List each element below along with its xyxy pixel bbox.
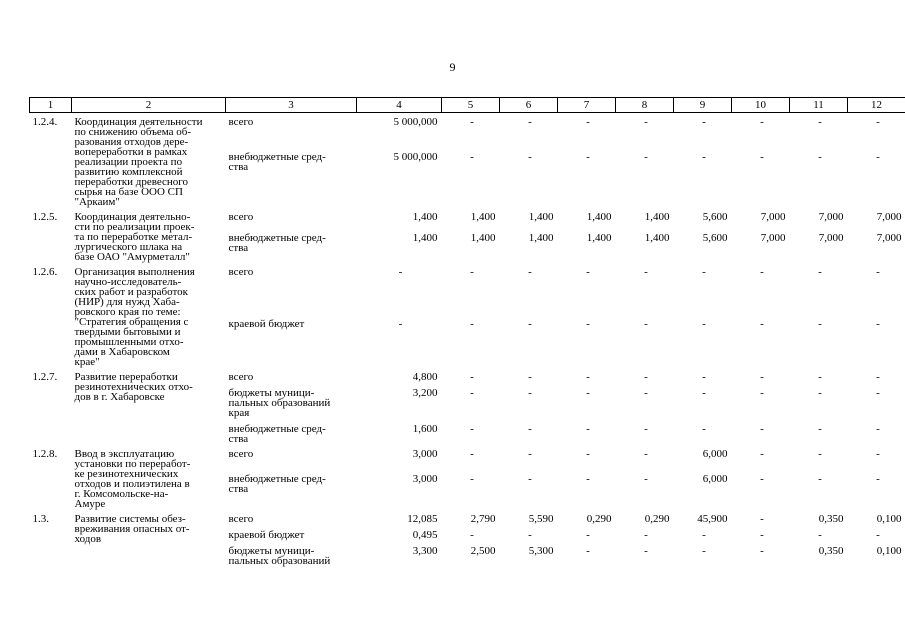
value-cell: - (398, 317, 403, 330)
value-cell: - (528, 151, 532, 164)
value-cell: - (470, 266, 474, 278)
header-row (30, 98, 905, 113)
value-cell: - (586, 317, 590, 330)
value-cell: - (470, 151, 474, 164)
value-cell: 0,100 (876, 545, 902, 557)
value-cell: 3,000 (412, 472, 438, 485)
funding-source: краевой бюджет (228, 529, 305, 541)
value-cell: - (876, 116, 880, 128)
column-header: 5 (442, 98, 500, 113)
value-cell: 1,400 (644, 232, 670, 245)
value-cell: - (876, 317, 880, 330)
value-cell: - (586, 151, 590, 164)
value-cell: - (644, 545, 648, 557)
value-cell: 5,600 (702, 211, 728, 223)
funding-source: бюджеты муници- пальных образований (228, 545, 331, 567)
value-cell: 1,400 (586, 211, 612, 223)
value-cell: 0,495 (412, 529, 438, 541)
column-header: 8 (616, 98, 674, 113)
value-cell: - (470, 387, 474, 399)
value-cell: - (586, 545, 590, 557)
item-number: 1.3. (32, 513, 49, 525)
column-header: 7 (558, 98, 616, 113)
table-row (30, 509, 905, 524)
item-name: Развитие переработки резинотехнических отхо- дов в г. Хабаровске (74, 371, 193, 403)
value-cell: - (644, 266, 648, 278)
column-header: 10 (732, 98, 790, 113)
value-cell: - (818, 371, 822, 383)
table-row (30, 113, 905, 147)
value-cell: - (644, 317, 648, 330)
item-number: 1.2.5. (32, 211, 58, 223)
item-number: 1.2.8. (32, 448, 58, 460)
table-row (30, 207, 905, 227)
value-cell: - (760, 472, 764, 485)
value-cell: - (818, 266, 822, 278)
value-cell: 1,400 (528, 232, 554, 245)
value-cell: - (644, 371, 648, 383)
value-cell: 12,085 (407, 513, 438, 525)
value-cell: - (470, 317, 474, 330)
value-cell: - (818, 317, 822, 330)
column-header: 1 (30, 98, 72, 113)
value-cell: - (818, 151, 822, 164)
value-cell: - (528, 317, 532, 330)
value-cell: 3,000 (412, 448, 438, 460)
value-cell: - (760, 545, 764, 557)
value-cell: - (586, 529, 590, 541)
value-cell: - (702, 116, 706, 128)
value-cell: - (644, 387, 648, 399)
value-cell: 5,590 (528, 513, 554, 525)
value-cell: 6,000 (702, 472, 728, 485)
value-cell: 3,200 (412, 387, 438, 399)
value-cell: 5 000,000 (393, 116, 438, 128)
item-name: Развитие системы обез- вреживания опасных от- ходов (74, 513, 190, 545)
value-cell: 7,000 (818, 211, 844, 223)
table-row (30, 367, 905, 382)
value-cell: - (876, 371, 880, 383)
value-cell: - (876, 423, 880, 435)
value-cell: 5,300 (528, 545, 554, 557)
value-cell: - (528, 387, 532, 399)
value-cell: - (818, 529, 822, 541)
item-number: 1.2.6. (32, 266, 58, 278)
funding-source: внебюджетные сред- ства (228, 232, 326, 255)
value-cell: - (470, 448, 474, 460)
value-cell: - (876, 151, 880, 164)
value-cell: - (818, 423, 822, 435)
value-cell: - (644, 423, 648, 435)
table-row (30, 444, 905, 468)
value-cell: 2,500 (470, 545, 496, 557)
value-cell: 3,300 (412, 545, 438, 557)
column-header: 6 (500, 98, 558, 113)
value-cell: - (586, 371, 590, 383)
value-cell: - (586, 472, 590, 485)
value-cell: - (760, 448, 764, 460)
value-cell: 1,400 (528, 211, 554, 223)
value-cell: 5,600 (702, 232, 728, 245)
value-cell: - (702, 387, 706, 399)
value-cell: - (760, 266, 764, 278)
value-cell: - (644, 448, 648, 460)
value-cell: - (644, 151, 648, 164)
value-cell: - (818, 387, 822, 399)
value-cell: - (586, 387, 590, 399)
value-cell: - (760, 387, 764, 399)
value-cell: - (528, 448, 532, 460)
item-name: Организация выполнения научно-исследователь- ских работ и разработок (НИР) для нужд Хаба- ровского края по теме: "Стратегия обращения с твердыми бытовыми и промышленными отхо- дами в Хабаровском крае" (74, 266, 195, 368)
table-row (30, 262, 905, 313)
value-cell: - (528, 266, 532, 278)
value-cell: 2,790 (470, 513, 496, 525)
value-cell: - (876, 387, 880, 399)
funding-source: внебюджетные сред- ства (228, 472, 326, 495)
value-cell: - (528, 423, 532, 435)
item-name: Ввод в эксплуатацию установки по переработ- ке резинотехнических отходов и полиэтилена в г. Комсомольске-на- Амуре (74, 448, 191, 510)
funding-source: всего (228, 116, 254, 128)
item-number: 1.2.4. (32, 116, 58, 128)
value-cell: - (760, 116, 764, 128)
funding-source: всего (228, 211, 254, 223)
funding-source: всего (228, 371, 254, 383)
column-header: 9 (674, 98, 732, 113)
value-cell: 1,400 (470, 211, 496, 223)
value-cell: 7,000 (876, 211, 902, 223)
value-cell: - (644, 529, 648, 541)
funding-source: всего (228, 513, 254, 525)
item-name: Координация деятельно- сти по реализации проек- та по переработке метал- лургического шлака на базе ОАО "Амурметалл" (74, 211, 195, 263)
funding-source: внебюджетные сред- ства (228, 423, 326, 445)
value-cell: 0,350 (818, 545, 844, 557)
value-cell: 0,290 (586, 513, 612, 525)
column-header: 3 (226, 98, 357, 113)
value-cell: - (528, 529, 532, 541)
value-cell: - (702, 151, 706, 164)
value-cell: 1,400 (470, 232, 496, 245)
value-cell: - (876, 448, 880, 460)
value-cell: 0,350 (818, 513, 844, 525)
value-cell: - (702, 371, 706, 383)
value-cell: - (586, 266, 590, 278)
value-cell: - (470, 371, 474, 383)
value-cell: - (876, 472, 880, 485)
value-cell: - (760, 513, 764, 525)
value-cell: 1,400 (412, 211, 438, 223)
value-cell: 0,290 (644, 513, 670, 525)
funding-source: всего (228, 266, 254, 278)
value-cell: 1,600 (412, 423, 438, 435)
value-cell: - (818, 448, 822, 460)
item-name: Координация деятельности по снижению объема об- разования отходов дере- вопереработки в рамках реализации проекта по развитию комплексной переработки древесного сырья на базе ООО СП "Аркаим" (74, 116, 203, 208)
value-cell: - (644, 116, 648, 128)
value-cell: 7,000 (760, 211, 786, 223)
value-cell: - (702, 545, 706, 557)
value-cell: 1,400 (412, 232, 438, 245)
value-cell: 6,000 (702, 448, 728, 460)
value-cell: - (702, 317, 706, 330)
value-cell: - (876, 529, 880, 541)
value-cell: - (470, 423, 474, 435)
column-header: 2 (72, 98, 226, 113)
value-cell: - (586, 448, 590, 460)
value-cell: 5 000,000 (393, 151, 438, 164)
value-cell: - (760, 317, 764, 330)
value-cell: - (586, 423, 590, 435)
value-cell: - (760, 151, 764, 164)
value-cell: - (818, 472, 822, 485)
funding-source: краевой бюджет (228, 317, 305, 330)
budget-table (29, 97, 905, 566)
column-header: 11 (790, 98, 848, 113)
value-cell: - (644, 472, 648, 485)
value-cell: 1,400 (644, 211, 670, 223)
value-cell: 1,400 (586, 232, 612, 245)
value-cell: - (470, 529, 474, 541)
value-cell: - (528, 472, 532, 485)
value-cell: - (702, 529, 706, 541)
value-cell: - (398, 266, 403, 278)
value-cell: - (702, 266, 706, 278)
value-cell: 4,800 (412, 371, 438, 383)
value-cell: - (470, 472, 474, 485)
column-header: 12 (848, 98, 905, 113)
value-cell: 7,000 (876, 232, 902, 245)
item-number: 1.2.7. (32, 371, 58, 383)
value-cell: 0,100 (876, 513, 902, 525)
value-cell: - (760, 371, 764, 383)
page-number: 9 (449, 60, 456, 74)
value-cell: - (702, 423, 706, 435)
value-cell: 7,000 (818, 232, 844, 245)
value-cell: 45,900 (697, 513, 728, 525)
value-cell: - (528, 371, 532, 383)
value-cell: - (876, 266, 880, 278)
value-cell: 7,000 (760, 232, 786, 245)
funding-source: внебюджетные сред- ства (228, 151, 326, 174)
column-header: 4 (357, 98, 442, 113)
value-cell: - (586, 116, 590, 128)
funding-source: всего (228, 448, 254, 460)
value-cell: - (760, 529, 764, 541)
value-cell: - (818, 116, 822, 128)
value-cell: - (470, 116, 474, 128)
value-cell: - (760, 423, 764, 435)
value-cell: - (528, 116, 532, 128)
funding-source: бюджеты муници- пальных образований края (228, 387, 331, 419)
